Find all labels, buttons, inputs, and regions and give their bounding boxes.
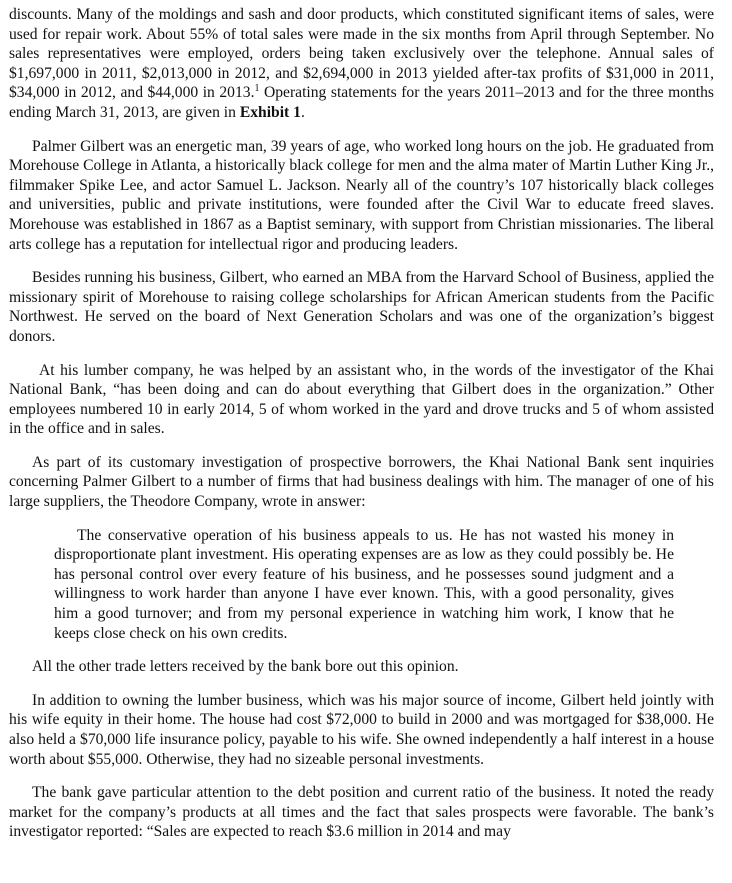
- paragraph-gilbert-background: Palmer Gilbert was an energetic man, 39 years of age, who worked long hours on the job. He graduated from Morehouse College in Atlanta, a historically black college for men and the alma mater of Martin Luther King Jr., filmmaker Spike Lee, and actor Samuel L. Jackson. Nearly all of the country’s 107 historically black colleges and universities, public and private institutions, were founded after the Civil War to educate freed slaves. Morehouse was established in 1867 as a Baptist seminary, with support from Christian missionaries. The liberal arts college has a reputation for intellectual rigor and producing leaders.: [9, 137, 714, 253]
- paragraph-sales-end: .: [300, 103, 305, 121]
- paragraph-trade-letters: All the other trade letters received by the bank bore out this opinion.: [32, 658, 459, 676]
- paragraph-personal-assets: In addition to owning the lumber business, which was his major source of income, Gilbert held jointly with his wife equity in their home. The house had cost $72,000 to build in 2000 and was mortgaged for $38,000. He also held a $70,000 life insurance policy, payable to his wife. She owned independently a half interest in a house worth about $55,000. Otherwise, they had no sizeable personal investments.: [9, 691, 714, 768]
- exhibit-reference: Exhibit 1: [239, 103, 301, 121]
- paragraph-bank-inquiries: As part of its customary investigation of prospective borrowers, the Khai National Bank sent inquiries concerning Palmer Gilbert to a number of firms that had business dealings with him. The manager of one of his large suppliers, the Theodore Company, wrote in answer:: [9, 453, 714, 511]
- supplier-quote: The conservative operation of his business appeals to us. He has not wasted his money in disproportionate plant investment. His operating expenses are as low as they could possibly be. He has personal control over every feature of his business, and he possesses sound judgment and a willingness to work harder than anyone I have ever known. This, with a good personality, gives him a good turnover; and from my personal experience in watching him work, I know that he keeps close check on his own credits.: [54, 526, 674, 642]
- paragraph-employees: At his lumber company, he was helped by an assistant who, in the words of the investigator of the Khai National Bank, “has been doing and can do about everything that Gilbert does in the organization.” Other employees numbered 10 in early 2014, 5 of whom worked in the yard and drove trucks and 5 of whom assisted in the office and in sales.: [9, 361, 714, 438]
- paragraph-sales: [9, 5, 714, 123]
- paragraph-sales-text-continued: Operating statements for the years 2011–2013 and for the three months ending March 31, 2013, are given in: [9, 84, 714, 121]
- paragraph-sales-text: discounts. Many of the moldings and sash and door products, which constituted significant items of sales, were used for repair work. About 55% of total sales were made in the six months from April through September. No sales representatives were employed, orders being taken exclusively over the telephone. Annual sales of $1,697,000 in 2011, $2,013,000 in 2012, and $2,694,000 in 2013 yielded after-tax profits of $31,000 in 2011, $34,000 in 2012, and $44,000 in 2013.: [9, 6, 714, 102]
- footnote-marker[interactable]: 1: [254, 83, 260, 95]
- paragraph-scholarships: Besides running his business, Gilbert, who earned an MBA from the Harvard School of Business, applied the missionary spirit of Morehouse to raising college scholarships for African American students from the Pacific Northwest. He served on the board of Next Generation Scholars and was one of the organization’s biggest donors.: [9, 269, 714, 345]
- paragraph-debt-position: The bank gave particular attention to the debt position and current ratio of the business. It noted the ready market for the company’s products at all times and the fact that sales prospects were favorable. The bank’s investigator reported: “Sales are expected to reach $3.6 million in 2014 and may: [9, 784, 714, 841]
